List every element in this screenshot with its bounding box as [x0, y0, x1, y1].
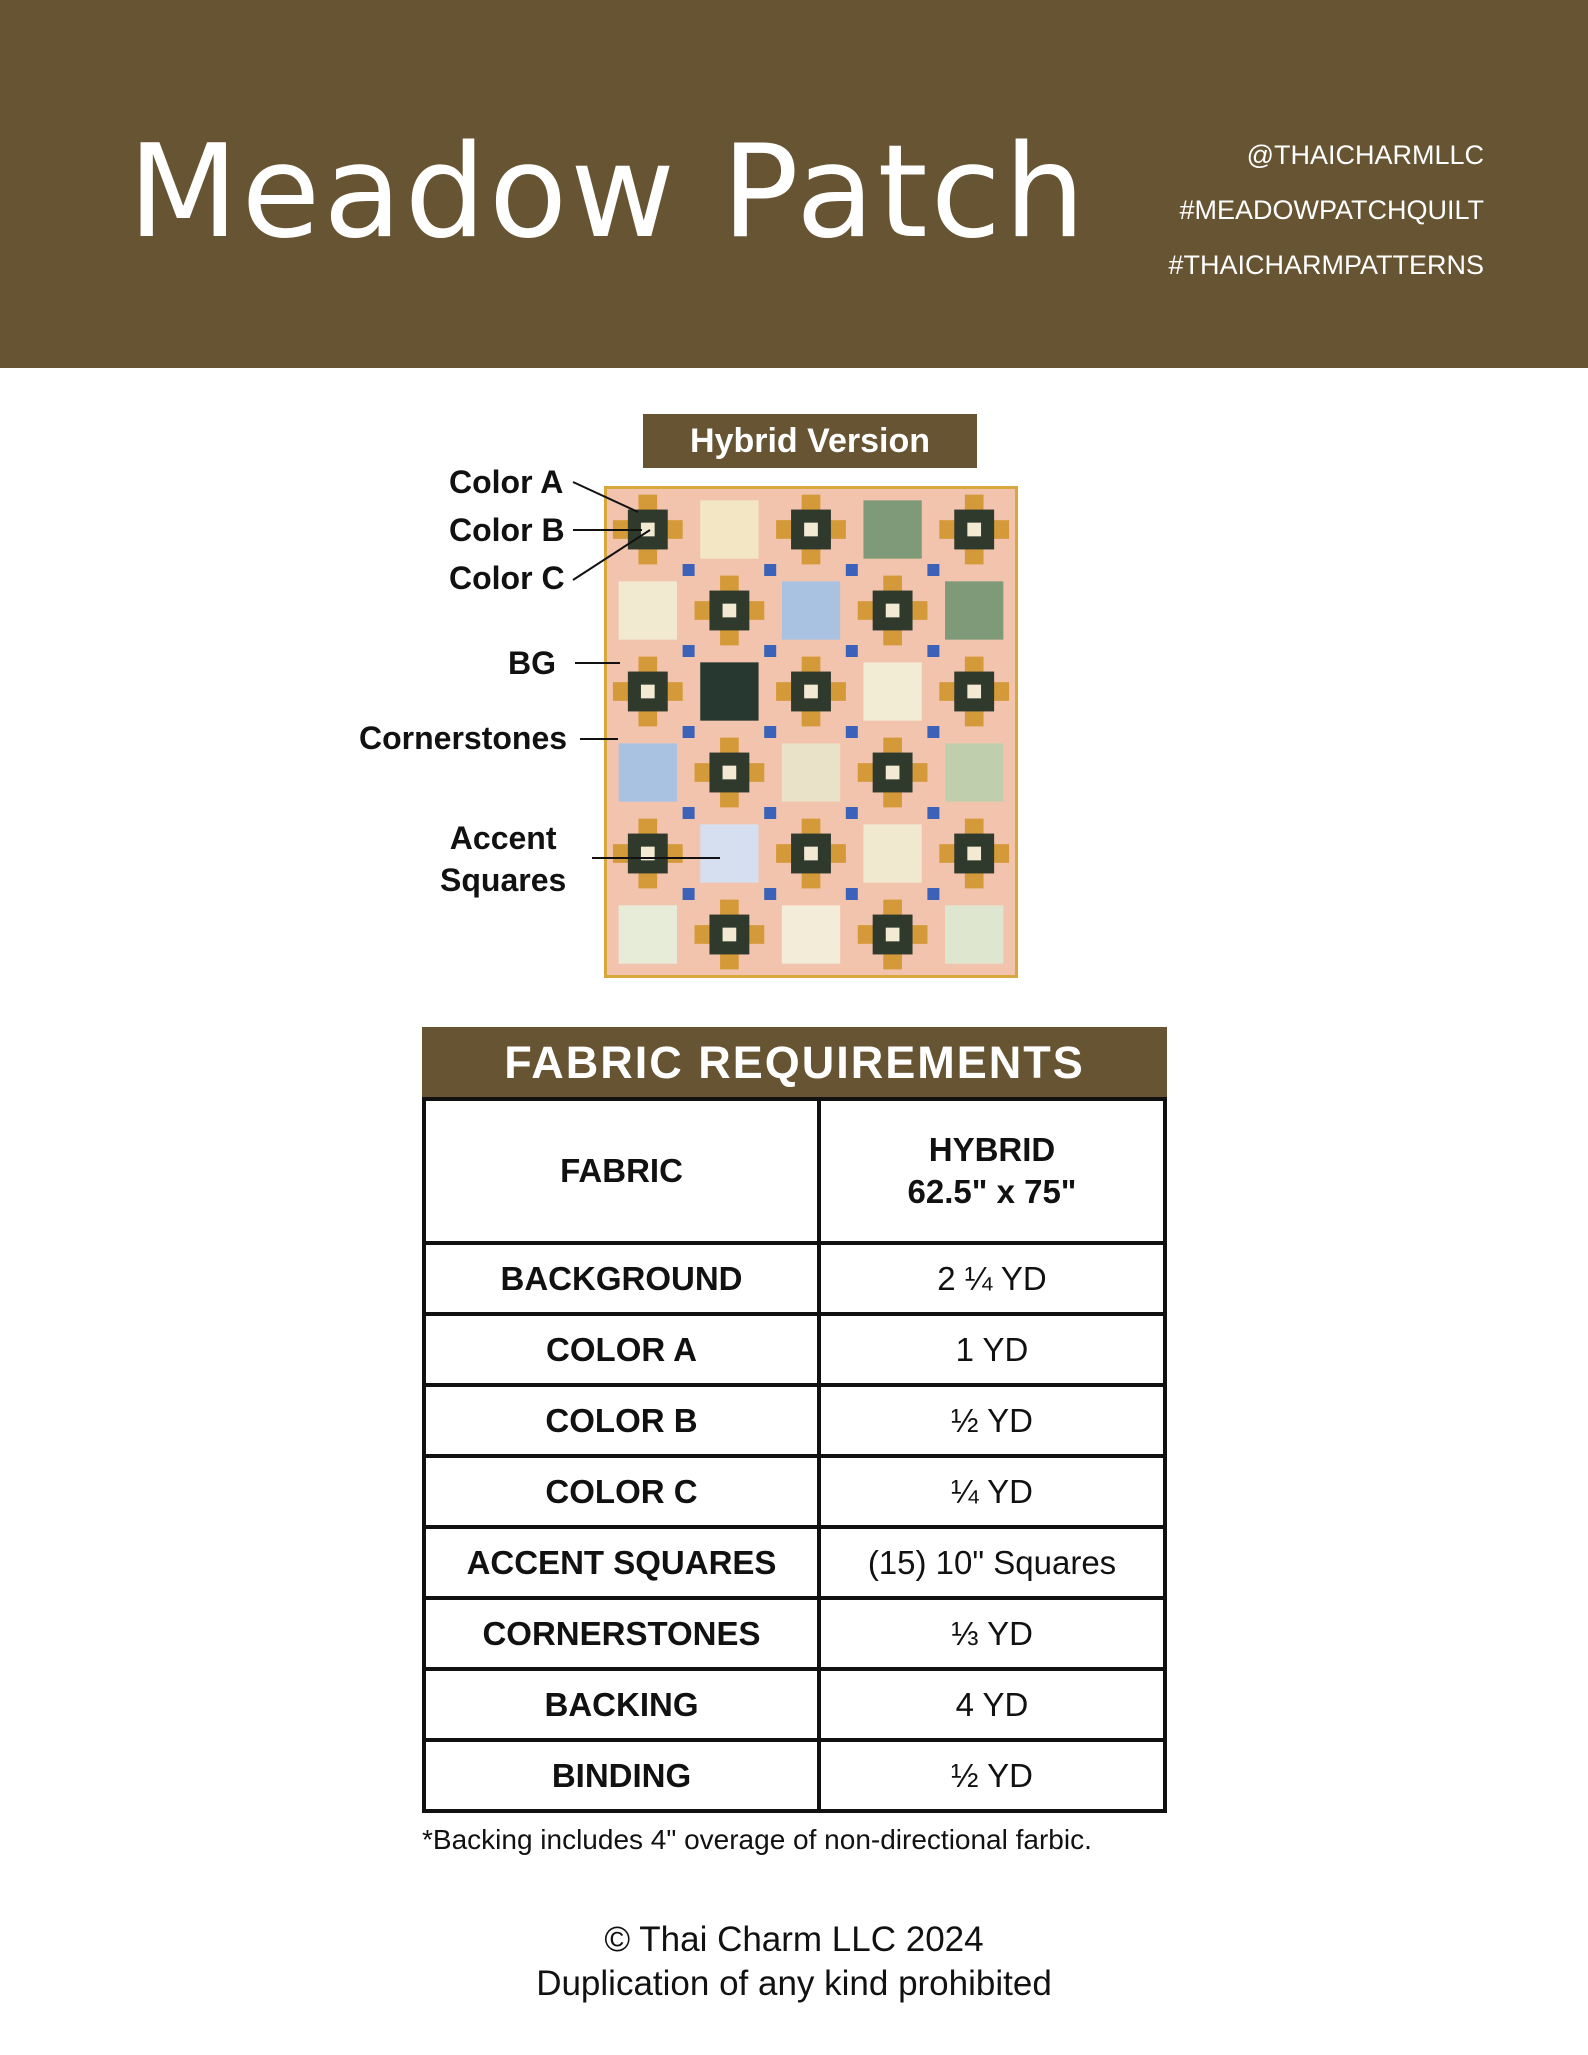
accent-square — [945, 905, 1003, 963]
callout-accent-line2: Squares — [440, 862, 567, 898]
tag-patterns: #THAICHARMPATTERNS — [1168, 250, 1484, 280]
accent-square — [700, 500, 758, 558]
accent-square — [782, 581, 840, 639]
block-color-c — [723, 766, 737, 780]
block-color-c — [967, 847, 981, 861]
block-color-c — [967, 685, 981, 699]
block-color-c — [641, 847, 655, 861]
block-color-c — [723, 604, 737, 618]
cornerstone — [846, 807, 858, 819]
table-row — [424, 1243, 1165, 1314]
block-color-c — [723, 928, 737, 942]
header-hybrid — [819, 1099, 1165, 1243]
cornerstone — [764, 726, 776, 738]
cornerstone — [927, 807, 939, 819]
callout-accent-line1: Accent — [449, 820, 557, 856]
quilt-diagram — [604, 486, 1018, 978]
block-color-c — [967, 523, 981, 537]
fabric-name: BINDING — [424, 1740, 819, 1811]
cornerstone — [683, 888, 695, 900]
table-row — [424, 1740, 1165, 1811]
table-row — [424, 1385, 1165, 1456]
header-hybrid-line2: 62.5" x 75" — [907, 1173, 1077, 1210]
fabric-name: COLOR B — [424, 1385, 819, 1456]
table-row — [424, 1598, 1165, 1669]
accent-square — [863, 824, 921, 882]
fabric-name: BACKGROUND — [424, 1243, 819, 1314]
fabric-amount: 4 YD — [819, 1669, 1165, 1740]
cornerstone — [683, 645, 695, 657]
fabric-name: CORNERSTONES — [424, 1598, 819, 1669]
callout-accent — [440, 817, 566, 901]
block-color-c — [804, 685, 818, 699]
callout-color-b: Color B — [449, 512, 565, 548]
accent-square — [863, 500, 921, 558]
duplication-notice: Duplication of any kind prohibited — [536, 1964, 1052, 2003]
block-color-c — [886, 604, 900, 618]
cornerstone — [683, 726, 695, 738]
cornerstone — [927, 645, 939, 657]
table-row — [424, 1527, 1165, 1598]
accent-square — [945, 581, 1003, 639]
requirements-title: FABRIC REQUIREMENTS — [422, 1027, 1167, 1098]
block-color-c — [804, 847, 818, 861]
backing-note: *Backing includes 4" overage of non-directional farbic. — [422, 1824, 1092, 1855]
cornerstone — [764, 807, 776, 819]
callout-color-a: Color A — [449, 464, 564, 500]
block-color-c — [641, 685, 655, 699]
tag-quilt: #MEADOWPATCHQUILT — [1179, 195, 1484, 225]
cornerstone — [764, 645, 776, 657]
fabric-amount: ⅓ YD — [819, 1598, 1165, 1669]
cornerstone — [846, 888, 858, 900]
cornerstone — [927, 726, 939, 738]
accent-square — [619, 581, 677, 639]
table-row — [424, 1314, 1165, 1385]
fabric-name: COLOR A — [424, 1314, 819, 1385]
cornerstone — [927, 564, 939, 576]
accent-square — [619, 743, 677, 801]
callout-bg: BG — [508, 645, 556, 681]
version-label: Hybrid Version — [643, 414, 977, 468]
cornerstone — [846, 645, 858, 657]
fabric-name: ACCENT SQUARES — [424, 1527, 819, 1598]
page-title: Meadow Patch — [128, 118, 1089, 267]
callout-color-c: Color C — [449, 560, 565, 596]
tag-handle: @THAICHARMLLC — [1246, 140, 1484, 170]
requirements-table — [422, 1097, 1167, 1813]
table-row — [424, 1456, 1165, 1527]
accent-square — [700, 662, 758, 720]
accent-square — [782, 905, 840, 963]
cornerstone — [764, 564, 776, 576]
fabric-amount: (15) 10" Squares — [819, 1527, 1165, 1598]
accent-square — [945, 743, 1003, 801]
header-hybrid-line1: HYBRID — [928, 1131, 1056, 1168]
fabric-name: COLOR C — [424, 1456, 819, 1527]
fabric-amount: 1 YD — [819, 1314, 1165, 1385]
social-tags — [1168, 128, 1484, 293]
accent-square — [700, 824, 758, 882]
fabric-amount: 2 ¼ YD — [819, 1243, 1165, 1314]
block-color-c — [804, 523, 818, 537]
cornerstone — [683, 807, 695, 819]
fabric-amount: ½ YD — [819, 1740, 1165, 1811]
table-row — [424, 1669, 1165, 1740]
copyright: © Thai Charm LLC 2024 — [604, 1920, 984, 1959]
block-color-c — [886, 928, 900, 942]
cornerstone — [764, 888, 776, 900]
fabric-amount: ¼ YD — [819, 1456, 1165, 1527]
fabric-amount: ½ YD — [819, 1385, 1165, 1456]
accent-square — [863, 662, 921, 720]
block-color-c — [641, 523, 655, 537]
quilt-svg — [607, 489, 1015, 975]
fabric-name: BACKING — [424, 1669, 819, 1740]
accent-square — [782, 743, 840, 801]
callout-cornerstones: Cornerstones — [359, 720, 568, 756]
header-banner — [0, 0, 1588, 368]
accent-square — [619, 905, 677, 963]
cornerstone — [683, 564, 695, 576]
block-color-c — [886, 766, 900, 780]
table-header-row — [424, 1099, 1165, 1243]
header-fabric: FABRIC — [424, 1099, 819, 1243]
cornerstone — [846, 564, 858, 576]
cornerstone — [846, 726, 858, 738]
cornerstone — [927, 888, 939, 900]
